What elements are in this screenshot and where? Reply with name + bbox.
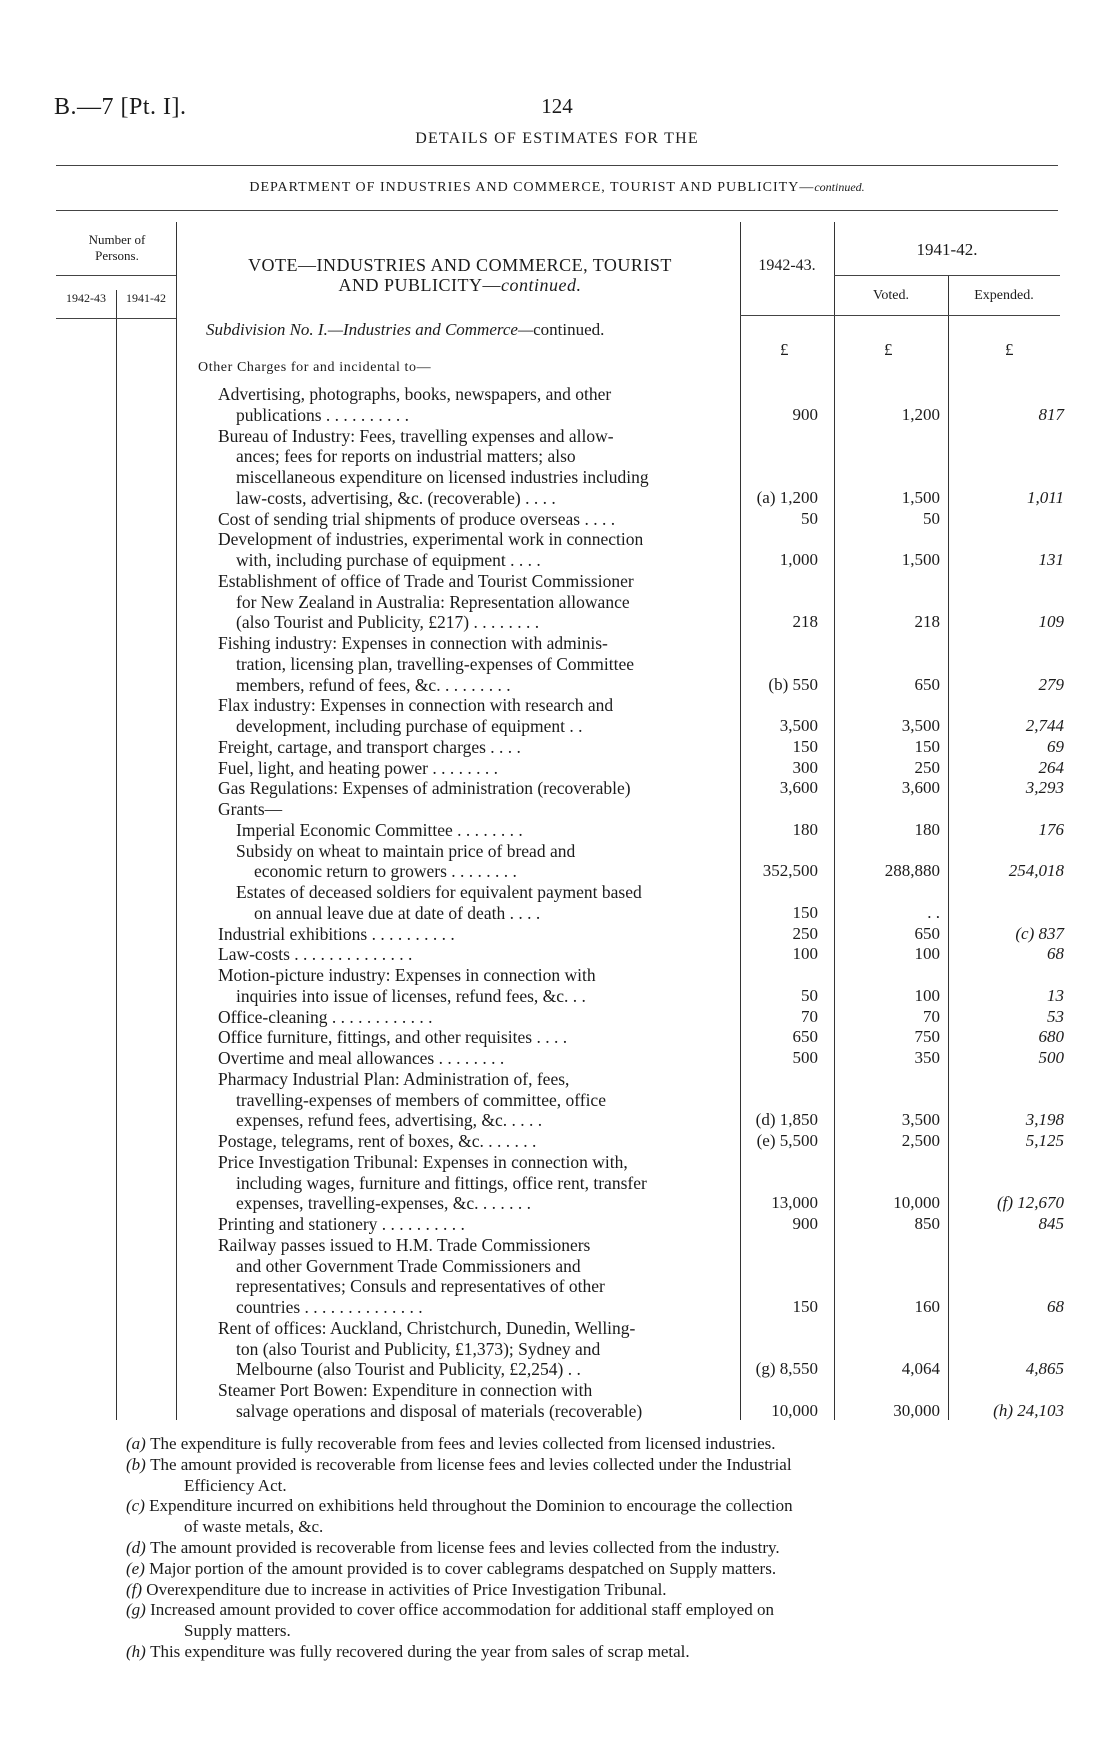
value-1942: 250	[792, 923, 818, 943]
value-expended: 68	[1047, 944, 1064, 964]
value-voted: 100	[914, 985, 940, 1005]
estimate-line: economic return to growers . . . . . . . .	[254, 861, 517, 882]
estimate-line: travelling-expenses of members of committee, office	[236, 1089, 606, 1110]
value-expended: 68	[1047, 1297, 1064, 1316]
footnote-text: Overexpenditure due to increase in activities of Price Investigation Tribunal.	[146, 1579, 667, 1599]
value-1942: (e) 5,500	[756, 1131, 818, 1150]
estimate-line: (also Tourist and Publicity, £217) . . . . . . . .	[236, 612, 540, 633]
value-expended: 817	[1038, 404, 1064, 424]
footnote	[126, 1455, 1026, 1475]
estimate-line: Bureau of Industry: Fees, travelling expenses and allow-	[218, 425, 614, 446]
estimate-line: countries . . . . . . . . . . . . . .	[236, 1297, 423, 1317]
value-1942: 150	[792, 736, 818, 756]
footnote	[126, 1476, 1026, 1496]
value-expended: 3,198	[1025, 1110, 1064, 1130]
value-1942: 500	[792, 1048, 818, 1067]
value-1942: 900	[792, 404, 818, 424]
vote-title-line-2	[180, 275, 740, 295]
persons-divider	[176, 222, 177, 1420]
estimate-line: miscellaneous expenditure on licensed industries including	[236, 467, 649, 487]
other-charges-heading: Other Charges for and incidental to—	[198, 360, 432, 375]
estimate-line: Postage, telegrams, rent of boxes, &c. . . . . . .	[218, 1131, 537, 1151]
value-voted: 3,500	[901, 716, 940, 735]
value-voted: 288,880	[884, 861, 940, 881]
value-1942: (b) 550	[768, 674, 818, 694]
department-title	[0, 180, 1114, 196]
estimate-line: Fishing industry: Expenses in connection with adminis-	[218, 633, 608, 653]
estimate-line: including wages, furniture and fittings, office rent, transfer	[236, 1172, 647, 1193]
footnote-text: The expenditure is fully recoverable from fees and levies collected from licensed industries.	[150, 1434, 776, 1453]
value-voted: 4,064	[901, 1359, 940, 1379]
footnote	[126, 1580, 1026, 1600]
voted-divider	[948, 275, 949, 1420]
footnote-label: (g)	[126, 1600, 151, 1620]
estimate-line: Subsidy on wheat to maintain price of bread and	[236, 840, 576, 861]
value-expended: 2,744	[1025, 716, 1064, 735]
value-voted: 650	[914, 923, 940, 943]
value-expended: 53	[1047, 1006, 1064, 1026]
estimate-line: salvage operations and disposal of materials (recoverable)	[236, 1400, 643, 1421]
value-1942: 13,000	[771, 1193, 818, 1213]
value-1942: 3,600	[779, 778, 818, 798]
estimate-line: law-costs, advertising, &c. (recoverable) . . . .	[236, 487, 556, 508]
estimate-line: expenses, travelling-expenses, &c. . . . . . .	[236, 1193, 531, 1214]
footnote	[126, 1642, 1026, 1662]
persons-head-rule	[56, 275, 176, 276]
footnote-text: of waste metals, &c.	[184, 1517, 324, 1537]
estimate-line: development, including purchase of equipment . .	[236, 716, 583, 736]
footnote-label: (f)	[126, 1579, 147, 1599]
footnote-text: Efficiency Act.	[184, 1475, 287, 1495]
value-expended: 264	[1038, 757, 1064, 777]
vote-title-line-1: VOTE—INDUSTRIES AND COMMERCE, TOURIST	[248, 255, 672, 275]
value-expended: 279	[1038, 674, 1064, 694]
subdivision-text: Subdivision No. I.—Industries and Commerce—	[206, 320, 534, 339]
persons-header: Number of Persons.	[88, 232, 146, 263]
value-1942: 900	[792, 1214, 818, 1233]
value-expended: 680	[1038, 1027, 1064, 1047]
footnote-label: (a)	[126, 1434, 151, 1453]
footnote-label: (d)	[126, 1538, 151, 1557]
footnote	[126, 1517, 1026, 1537]
value-1942: 50	[801, 985, 818, 1005]
estimate-line: on annual leave due at date of death . . . .	[254, 902, 541, 923]
estimate-line: Overtime and meal allowances . . . . . . . .	[218, 1048, 505, 1068]
persons-split	[116, 290, 117, 1420]
vote-title	[180, 255, 740, 295]
footnote-text: Major portion of the amount provided is to cover cablegrams despatched on Supply matters.	[149, 1558, 777, 1578]
value-expended: 254,018	[1008, 861, 1064, 881]
estimate-line: with, including purchase of equipment . . . .	[236, 550, 541, 570]
value-voted: 10,000	[893, 1193, 940, 1213]
subdivision-title	[206, 320, 604, 340]
estimate-line: Freight, cartage, and transport charges . . . .	[218, 736, 521, 757]
year-head-rule	[834, 275, 1060, 276]
estimate-line: ton (also Tourist and Publicity, £1,373); Sydney and	[236, 1338, 601, 1359]
value-expended: 69	[1047, 736, 1064, 756]
value-expended: (c) 837	[1015, 923, 1064, 943]
estimate-line: Office furniture, fittings, and other requisites . . . .	[218, 1027, 568, 1048]
footnote	[126, 1621, 1026, 1641]
value-expended: 3,293	[1025, 778, 1064, 798]
value-1942: (a) 1,200	[756, 487, 818, 507]
estimate-line: publications . . . . . . . . . .	[236, 404, 410, 425]
footnote-text: Increased amount provided to cover office accommodation for additional staff employed on	[150, 1600, 774, 1620]
value-expended: 1,011	[1027, 487, 1064, 507]
estimate-line: Pharmacy Industrial Plan: Administration of, fees,	[218, 1068, 570, 1089]
value-voted: 50	[923, 508, 940, 528]
footnote	[126, 1600, 1026, 1620]
value-1942: 1,000	[779, 550, 818, 569]
pound-expended: £	[1005, 340, 1014, 359]
footnote-text: Supply matters.	[184, 1621, 291, 1641]
estimate-line: members, refund of fees, &c. . . . . . . . .	[236, 674, 511, 695]
value-voted: 1,500	[901, 550, 940, 569]
estimate-line: Motion-picture industry: Expenses in connection with	[218, 965, 596, 985]
estimate-line: Railway passes issued to H.M. Trade Commissioners	[218, 1234, 591, 1255]
value-1942: 650	[792, 1027, 818, 1047]
footnote-text: Expenditure incurred on exhibitions held throughout the Dominion to encourage the collection	[149, 1496, 793, 1516]
value-voted: 160	[914, 1297, 940, 1316]
value-expended: (h) 24,103	[993, 1400, 1064, 1420]
header-rule	[56, 165, 1058, 166]
page-subtitle: DETAILS OF ESTIMATES FOR THE	[415, 130, 699, 147]
estimate-line: Establishment of office of Trade and Tourist Commissioner	[218, 570, 634, 591]
value-expended: (f) 12,670	[996, 1193, 1064, 1213]
footnote-label: (c)	[126, 1496, 150, 1516]
estimate-line: Cost of sending trial shipments of produce overseas . . . .	[218, 508, 616, 529]
value-voted: 750	[914, 1027, 940, 1047]
value-voted: 70	[923, 1006, 940, 1026]
footnote-text: This expenditure was fully recovered during the year from sales of scrap metal.	[150, 1642, 690, 1661]
pound-voted: £	[884, 340, 893, 359]
value-1942: (g) 8,550	[755, 1359, 818, 1379]
voted-header: Voted.	[873, 288, 909, 303]
value-voted: 180	[914, 819, 940, 839]
value-voted: 218	[914, 612, 940, 632]
value-1942: 100	[792, 944, 818, 964]
footnote-label: (e)	[126, 1558, 150, 1578]
value-1942: (d) 1,850	[755, 1110, 818, 1130]
estimate-line: Rent of offices: Auckland, Christchurch, Dunedin, Welling-	[218, 1317, 636, 1338]
estimate-line: Grants—	[218, 799, 283, 819]
value-voted: 30,000	[893, 1400, 940, 1420]
estimate-line: inquiries into issue of licenses, refund fees, &c. . .	[236, 985, 586, 1006]
estimate-line: Fuel, light, and heating power . . . . . . . .	[218, 757, 498, 778]
footnote-text: The amount provided is recoverable from license fees and levies collected under the Industrial	[150, 1454, 792, 1474]
estimate-line: Price Investigation Tribunal: Expenses in connection with,	[218, 1151, 628, 1172]
value-expended: 13	[1047, 985, 1064, 1005]
value-1942: 150	[792, 902, 818, 922]
estimate-line: Office-cleaning . . . . . . . . . . . .	[218, 1006, 433, 1027]
value-expended: 500	[1038, 1048, 1064, 1067]
footnote-label: (h)	[126, 1642, 151, 1661]
estimate-line: Industrial exhibitions . . . . . . . . . .	[218, 923, 455, 944]
value-voted: 1,500	[901, 487, 940, 507]
value-voted: 3,600	[901, 778, 940, 798]
estimate-line: Development of industries, experimental work in connection	[218, 529, 644, 550]
vote-title-line-2-text: AND PUBLICITY—	[338, 275, 501, 295]
value-expended: 845	[1038, 1214, 1064, 1233]
value-voted: 100	[914, 944, 940, 964]
estimate-line: tration, licensing plan, travelling-expenses of Committee	[236, 653, 635, 674]
estimate-line: Advertising, photographs, books, newspapers, and other	[218, 384, 612, 404]
vote-title-continued: continued.	[501, 275, 582, 295]
footnote	[126, 1559, 1026, 1579]
estimate-line: Melbourne (also Tourist and Publicity, £2,254) . .	[236, 1359, 581, 1380]
value-1942: 150	[792, 1297, 818, 1316]
estimate-line: ances; fees for reports on industrial matters; also	[236, 446, 576, 467]
persons-1941-header: 1941-42	[126, 291, 166, 305]
estimate-line: Law-costs . . . . . . . . . . . . . .	[218, 944, 413, 965]
footnote-text: The amount provided is recoverable from license fees and levies collected from the industry.	[150, 1538, 780, 1557]
page-number: 124	[541, 94, 573, 118]
value-voted: . .	[927, 902, 940, 922]
value-expended: 109	[1038, 612, 1064, 632]
persons-sub-rule	[56, 318, 176, 319]
value-1942: 10,000	[771, 1400, 818, 1420]
footnote	[126, 1496, 1026, 1516]
subdivision-continued: continued.	[533, 320, 605, 339]
footnote	[126, 1434, 1026, 1454]
estimate-line: Imperial Economic Committee . . . . . . . .	[236, 819, 523, 840]
value-expended: 176	[1038, 819, 1064, 839]
estimate-line: and other Government Trade Commissioners and	[236, 1255, 581, 1276]
value-expended: 131	[1038, 550, 1064, 569]
estimate-line: expenses, refund fees, advertising, &c. . . . .	[236, 1110, 543, 1131]
estimate-line: Estates of deceased soldiers for equivalent payment based	[236, 882, 642, 902]
estimate-line: for New Zealand in Australia: Representation allowance	[236, 591, 630, 612]
estimate-line: representatives; Consuls and representatives of other	[236, 1276, 605, 1297]
footnote	[126, 1538, 1026, 1558]
expended-header: Expended.	[974, 288, 1034, 303]
value-voted: 1,200	[901, 404, 940, 424]
value-1942: 3,500	[779, 716, 818, 735]
year-1942-header: 1942-43.	[758, 257, 816, 274]
value-voted: 350	[914, 1048, 940, 1067]
department-rule	[56, 210, 1058, 211]
persons-1942-header: 1942-43	[66, 291, 106, 305]
pound-1942: £	[780, 340, 789, 359]
value-voted: 850	[914, 1214, 940, 1233]
value-voted: 650	[914, 674, 940, 694]
value-voted: 3,500	[901, 1110, 940, 1130]
value-voted: 150	[914, 736, 940, 756]
estimate-line: Printing and stationery . . . . . . . . . .	[218, 1214, 465, 1234]
value-1942: 300	[792, 757, 818, 777]
department-continued: continued.	[814, 180, 865, 194]
estimate-line: Flax industry: Expenses in connection with research and	[218, 695, 614, 716]
year-1941-header: 1941-42.	[916, 240, 978, 259]
value-1942: 70	[801, 1006, 818, 1026]
value-1942: 50	[801, 508, 818, 528]
estimate-line: Gas Regulations: Expenses of administration (recoverable)	[218, 778, 631, 799]
value-voted: 250	[914, 757, 940, 777]
footnote-label: (b)	[126, 1454, 151, 1474]
estimate-line: Steamer Port Bowen: Expenditure in connection with	[218, 1380, 593, 1400]
document-reference: B.—7 [Pt. I].	[54, 94, 187, 120]
value-voted: 2,500	[901, 1131, 940, 1150]
values-head-rule	[740, 315, 1060, 316]
value-expended: 5,125	[1025, 1131, 1064, 1150]
value-expended: 4,865	[1025, 1359, 1064, 1379]
value-1942: 218	[792, 612, 818, 632]
value-1942: 352,500	[762, 861, 818, 881]
value-1942: 180	[792, 819, 818, 839]
department-name: DEPARTMENT OF INDUSTRIES AND COMMERCE, TOURIST AND PUBLICITY—	[249, 180, 815, 195]
